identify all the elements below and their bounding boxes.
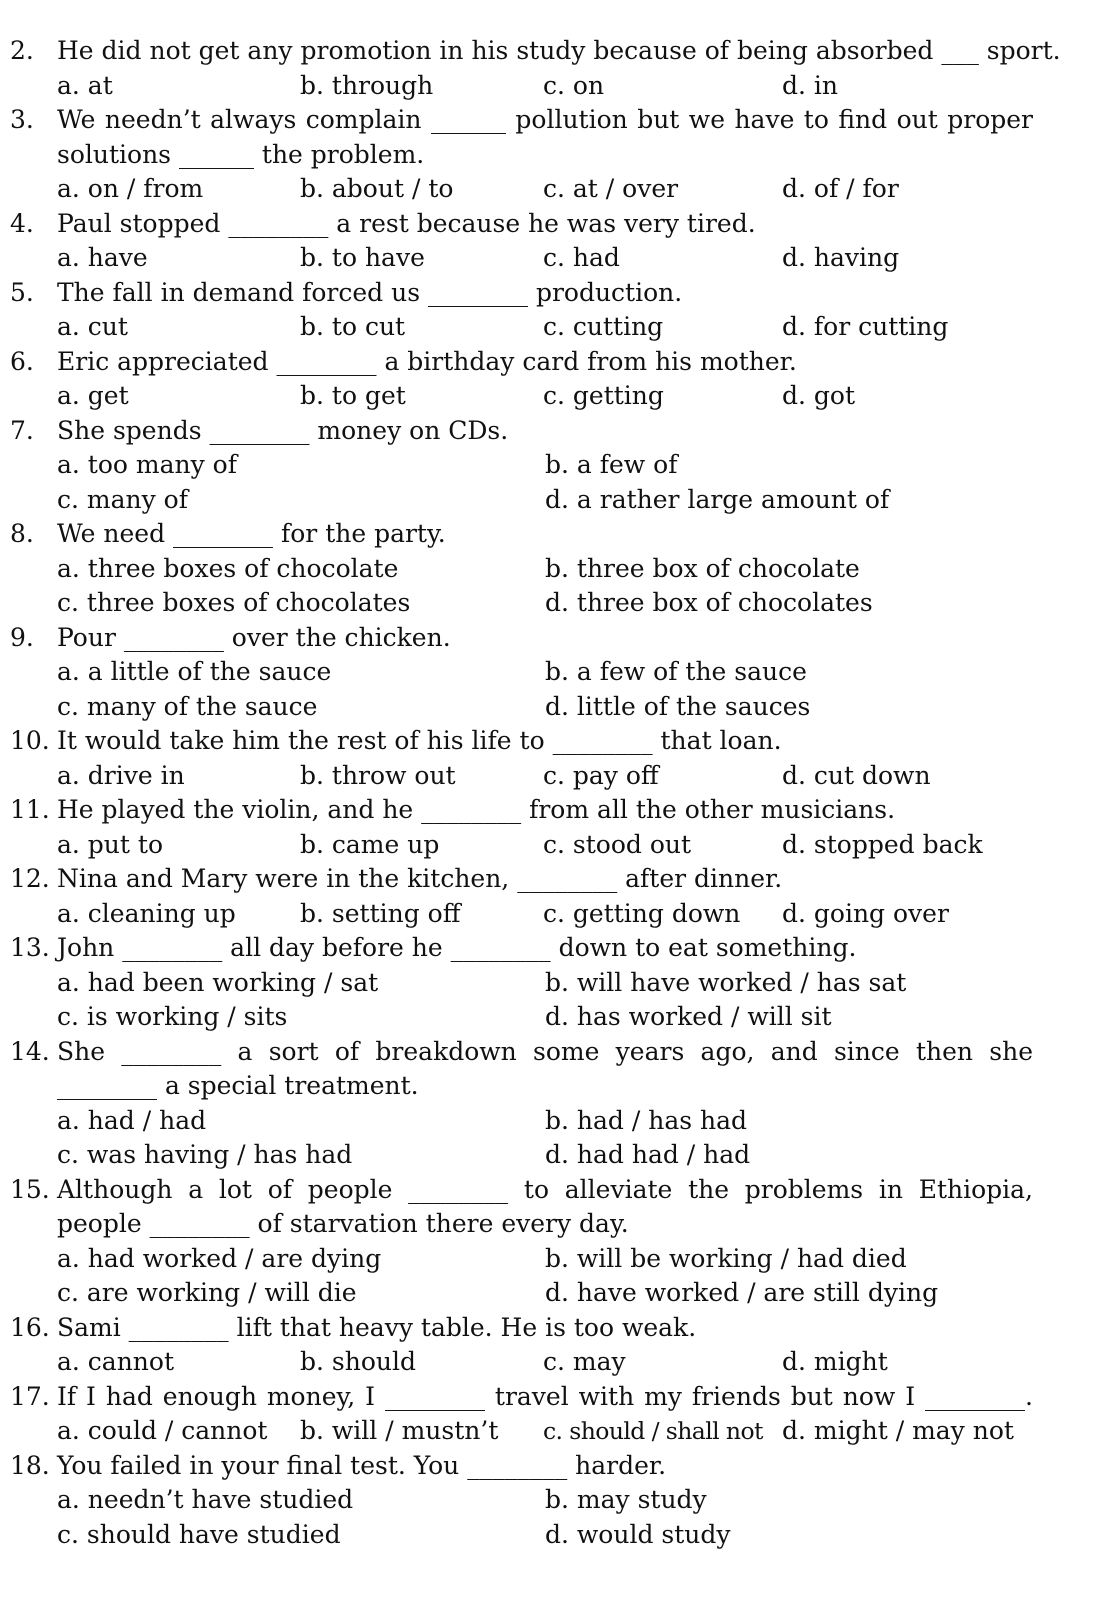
question-stem: John ________ all day before he ________ down to eat something. xyxy=(57,933,857,962)
option-c: c. many of xyxy=(57,484,188,514)
option-a: a. had worked / are dying xyxy=(57,1243,382,1273)
question-stem: The fall in demand forced us ________ production. xyxy=(57,277,683,307)
question-2 xyxy=(0,34,1111,103)
option-a: a. three boxes of chocolate xyxy=(57,553,399,583)
question-stem: He played the violin, and he ________ from all the other musicians. xyxy=(57,795,896,824)
question-6 xyxy=(0,345,1111,414)
option-d: d. for cutting xyxy=(782,312,949,341)
question-stem: You failed in your final test. You ________ harder. xyxy=(57,1450,667,1480)
option-b: b. to have xyxy=(300,243,425,272)
question-stem: He did not get any promotion in his study because of being absorbed ___ sport. xyxy=(57,36,1061,65)
question-11 xyxy=(0,793,1111,862)
option-a: a. on / from xyxy=(57,174,204,203)
option-c: c. had xyxy=(543,243,620,272)
question-number: 5. xyxy=(10,277,34,307)
option-a: a. needn’t have studied xyxy=(57,1485,354,1514)
question-7 xyxy=(0,414,1111,518)
option-c: c. cutting xyxy=(543,312,664,341)
question-number: 7. xyxy=(10,415,34,445)
option-b: b. a few of the sauce xyxy=(545,657,807,686)
question-stem-continued: people ________ of starvation there every day. xyxy=(57,1209,629,1238)
question-17 xyxy=(0,1380,1111,1449)
question-stem: Paul stopped ________ a rest because he was very tired. xyxy=(57,208,756,238)
question-stem: Eric appreciated ________ a birthday card from his mother. xyxy=(57,346,797,376)
option-a: a. cleaning up xyxy=(57,898,236,928)
question-number: 17. xyxy=(10,1381,50,1411)
option-b: b. will be working / had died xyxy=(545,1243,907,1273)
question-number: 6. xyxy=(10,346,34,376)
option-b: b. about / to xyxy=(300,174,454,203)
question-stem: If I had enough money, I ________ travel with my friends but now I ________. xyxy=(57,1381,1033,1411)
question-9 xyxy=(0,621,1111,725)
option-b: b. came up xyxy=(300,829,440,859)
option-c: c. should have studied xyxy=(57,1519,341,1549)
option-b: b. setting off xyxy=(300,898,461,928)
question-10 xyxy=(0,724,1111,793)
option-a: a. put to xyxy=(57,829,163,859)
question-number: 4. xyxy=(10,208,34,238)
option-a: a. could / cannot xyxy=(57,1416,268,1445)
question-number: 18. xyxy=(10,1450,50,1480)
question-stem: We needn’t always complain ______ pollution but we have to find out proper xyxy=(57,105,1033,134)
option-c: c. many of the sauce xyxy=(57,691,318,721)
option-b: b. should xyxy=(300,1347,416,1376)
option-d: d. had had / had xyxy=(545,1140,751,1169)
option-b: b. to cut xyxy=(300,312,406,341)
question-14 xyxy=(0,1035,1111,1173)
question-12 xyxy=(0,862,1111,931)
option-c: c. stood out xyxy=(543,829,692,859)
question-number: 12. xyxy=(10,864,50,893)
option-b: b. throw out xyxy=(300,760,456,790)
question-number: 15. xyxy=(10,1174,50,1204)
question-13 xyxy=(0,931,1111,1035)
question-number: 16. xyxy=(10,1312,50,1342)
option-c: c. is working / sits xyxy=(57,1002,288,1031)
question-number: 8. xyxy=(10,519,34,548)
option-c: c. should / shall not xyxy=(543,1417,763,1445)
option-b: b. three box of chocolate xyxy=(545,553,860,583)
option-d: d. three box of chocolates xyxy=(545,588,873,617)
option-c: c. getting down xyxy=(543,898,741,928)
question-5 xyxy=(0,276,1111,345)
question-stem-continued: solutions ______ the problem. xyxy=(57,139,425,169)
option-d: d. in xyxy=(782,70,838,100)
option-a: a. too many of xyxy=(57,450,237,479)
option-a: a. at xyxy=(57,70,113,100)
option-a: a. get xyxy=(57,381,129,410)
option-d: d. have worked / are still dying xyxy=(545,1278,939,1307)
option-c: c. may xyxy=(543,1347,626,1376)
option-c: c. pay off xyxy=(543,760,659,790)
question-18 xyxy=(0,1449,1111,1553)
option-d: d. having xyxy=(782,243,900,272)
option-c: c. on xyxy=(543,70,605,100)
option-d: d. cut down xyxy=(782,760,931,790)
question-stem: It would take him the rest of his life to ________ that loan. xyxy=(57,726,782,755)
option-b: b. will / mustn’t xyxy=(300,1416,499,1445)
option-a: a. have xyxy=(57,243,148,272)
question-stem: She spends ________ money on CDs. xyxy=(57,415,509,445)
option-b: b. through xyxy=(300,70,434,100)
question-stem: Nina and Mary were in the kitchen, ________ after dinner. xyxy=(57,864,783,893)
option-c: c. three boxes of chocolates xyxy=(57,588,411,617)
question-number: 3. xyxy=(10,105,34,134)
option-d: d. stopped back xyxy=(782,829,983,859)
question-stem: We need ________ for the party. xyxy=(57,519,446,548)
question-stem: Pour ________ over the chicken. xyxy=(57,622,451,652)
question-number: 14. xyxy=(10,1036,50,1066)
option-b: b. a few of xyxy=(545,450,678,479)
option-d: d. a rather large amount of xyxy=(545,484,890,514)
option-d: d. might xyxy=(782,1347,888,1376)
question-number: 13. xyxy=(10,933,50,962)
option-d: d. little of the sauces xyxy=(545,691,811,721)
question-stem: Sami ________ lift that heavy table. He is too weak. xyxy=(57,1312,697,1342)
option-b: b. to get xyxy=(300,381,406,410)
question-number: 11. xyxy=(10,795,50,824)
question-number: 2. xyxy=(10,36,34,65)
option-b: b. had / has had xyxy=(545,1105,748,1135)
question-stem: Although a lot of people ________ to alleviate the problems in Ethiopia, xyxy=(57,1174,1033,1204)
option-d: d. got xyxy=(782,381,855,410)
option-d: d. of / for xyxy=(782,174,899,203)
question-stem-continued: ________ a special treatment. xyxy=(57,1071,419,1100)
option-a: a. cut xyxy=(57,312,128,341)
question-number: 9. xyxy=(10,622,34,652)
option-d: d. going over xyxy=(782,898,949,928)
question-4 xyxy=(0,207,1111,276)
option-b: b. may study xyxy=(545,1485,707,1514)
option-c: c. getting xyxy=(543,381,664,410)
option-d: d. might / may not xyxy=(782,1416,1014,1445)
option-b: b. will have worked / has sat xyxy=(545,967,907,997)
option-a: a. drive in xyxy=(57,760,185,790)
worksheet-page xyxy=(0,34,1111,1552)
question-16 xyxy=(0,1311,1111,1380)
option-a: a. cannot xyxy=(57,1347,175,1376)
question-number: 10. xyxy=(10,726,50,755)
option-c: c. was having / has had xyxy=(57,1140,353,1169)
option-a: a. had been working / sat xyxy=(57,967,379,997)
question-stem: She ________ a sort of breakdown some years ago, and since then she xyxy=(57,1036,1033,1066)
option-a: a. had / had xyxy=(57,1105,207,1135)
option-d: d. would study xyxy=(545,1519,731,1549)
option-c: c. at / over xyxy=(543,174,679,203)
option-a: a. a little of the sauce xyxy=(57,657,332,686)
option-d: d. has worked / will sit xyxy=(545,1002,832,1031)
question-3 xyxy=(0,103,1111,207)
question-8 xyxy=(0,517,1111,621)
question-15 xyxy=(0,1173,1111,1311)
option-c: c. are working / will die xyxy=(57,1278,357,1307)
